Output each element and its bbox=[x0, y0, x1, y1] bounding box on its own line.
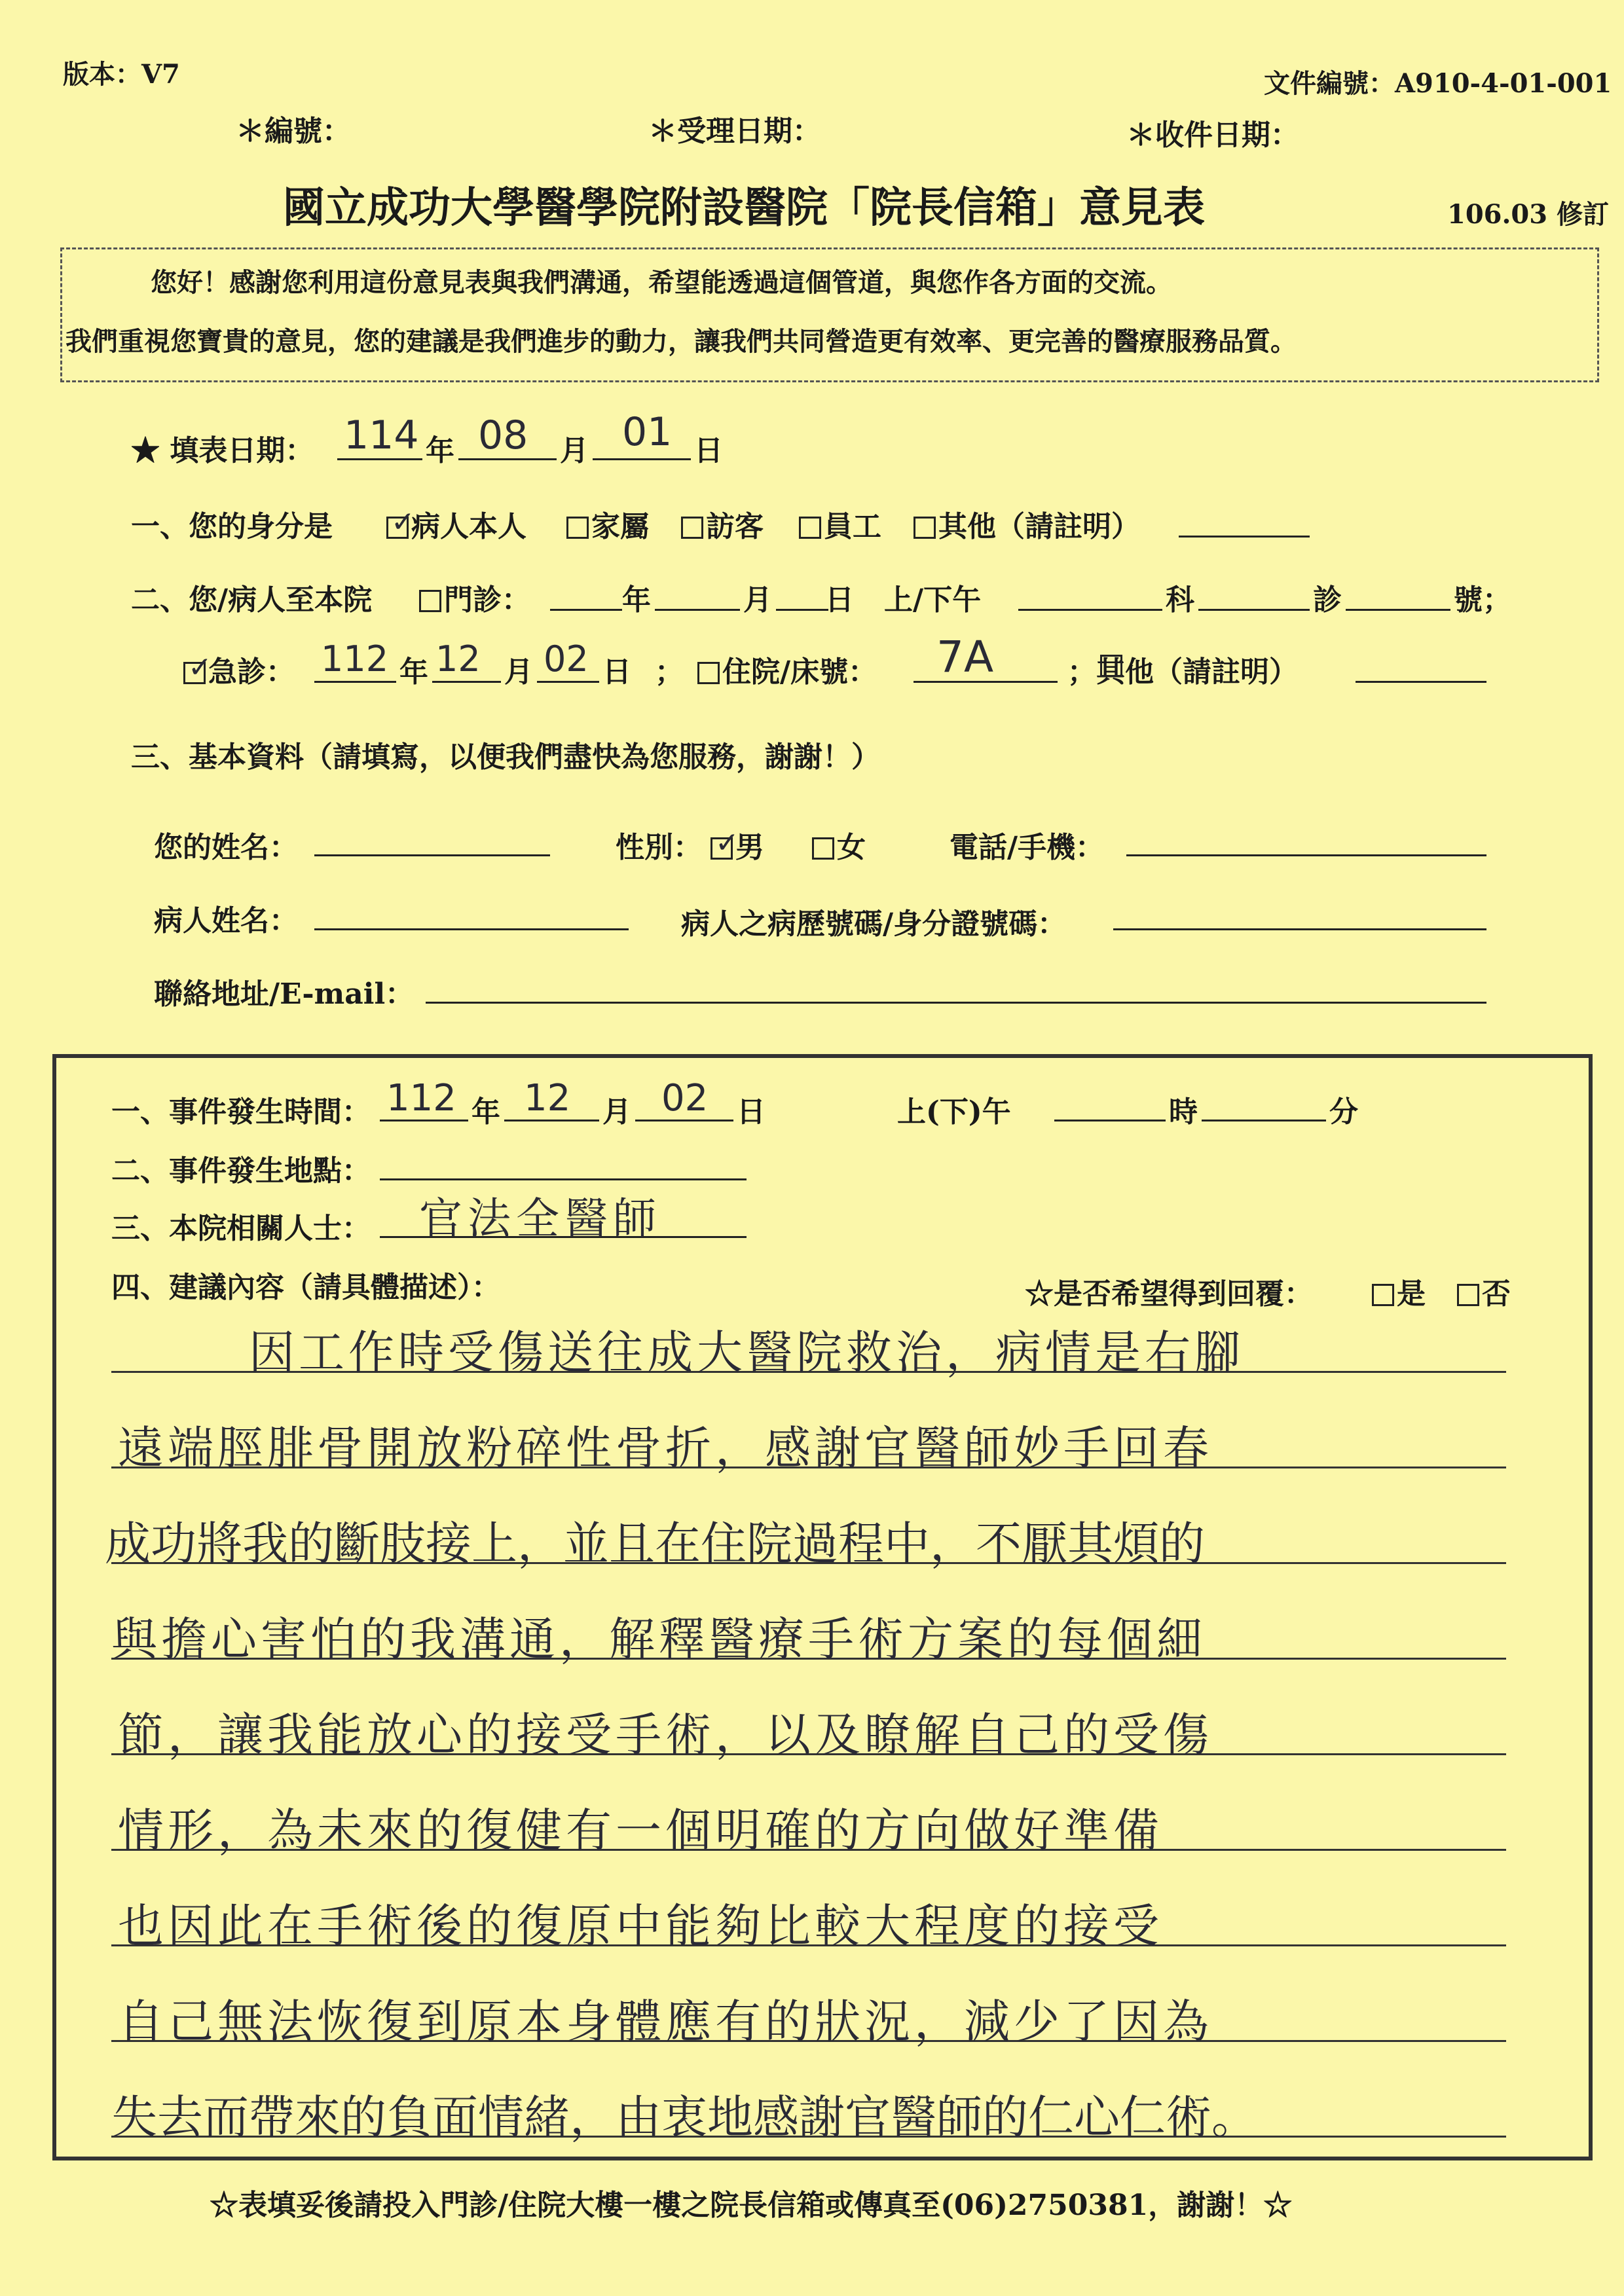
form-title: 國立成功大學醫學院附設醫院「院長信箱」意見表 bbox=[283, 183, 1205, 232]
inpatient-label: 住院/床號： bbox=[722, 655, 877, 689]
er-day-field[interactable] bbox=[537, 681, 599, 683]
visit-label: 二、您/病人至本院 bbox=[131, 583, 373, 617]
event-hour-field[interactable] bbox=[1054, 1120, 1166, 1121]
er-month-unit: 月 bbox=[504, 655, 533, 689]
outpatient-day-field[interactable] bbox=[776, 609, 828, 611]
outpatient-day-unit: 日 bbox=[825, 583, 854, 617]
identity-other-field[interactable] bbox=[1179, 536, 1310, 538]
outpatient-option[interactable] bbox=[419, 576, 530, 618]
visit-other-field[interactable] bbox=[1356, 681, 1486, 683]
outpatient-label: 門診： bbox=[444, 583, 530, 617]
reply-yes-checkbox[interactable] bbox=[1372, 1284, 1394, 1306]
document-number: 文件編號：A910-4-01-001 bbox=[1264, 68, 1612, 99]
semicolon: ； bbox=[655, 655, 684, 689]
letter-line-4: 與擔心害怕的我溝通，解釋醫療手術方案的每個細 bbox=[111, 1613, 1206, 1666]
er-year-unit: 年 bbox=[399, 655, 428, 689]
your-name-field[interactable] bbox=[314, 854, 550, 856]
event-hour-label: 時 bbox=[1169, 1095, 1198, 1129]
event-minute-label: 分 bbox=[1329, 1095, 1358, 1129]
event-place-field[interactable] bbox=[380, 1178, 747, 1180]
intro-line-1: 您好！感謝您利用這份意見表與我們溝通，希望能透過這個管道，與您作各方面的交流。 bbox=[151, 267, 1172, 298]
fill-date-label: ★ 填表日期： bbox=[131, 434, 314, 467]
male-label: 男 bbox=[735, 831, 764, 864]
day-unit: 日 bbox=[694, 434, 723, 467]
reply-yes-option[interactable] bbox=[1372, 1270, 1426, 1312]
er-month-field[interactable] bbox=[432, 681, 501, 683]
patient-name-field[interactable] bbox=[314, 928, 629, 930]
intro-line-2: 我們重視您寶貴的意見，您的建議是我們進步的動力，讓我們共同營造更有效率、更完善的醫療服務品質。 bbox=[65, 326, 1297, 357]
identity-option-label: 病人本人 bbox=[411, 510, 526, 543]
identity-option-label: 訪客 bbox=[706, 510, 764, 543]
letter-line-2: 遠端脛腓骨開放粉碎性骨折，感謝官醫師妙手回春 bbox=[118, 1421, 1213, 1475]
letter-line-3: 成功將我的斷肢接上，並且在住院過程中，不厭其煩的 bbox=[105, 1517, 1205, 1571]
identity-label: 一、您的身分是 bbox=[131, 510, 333, 543]
emergency-option[interactable] bbox=[183, 648, 295, 690]
outpatient-year-field[interactable] bbox=[550, 609, 622, 611]
family-checkbox[interactable] bbox=[566, 517, 589, 539]
gender-label: 性別： bbox=[616, 831, 702, 864]
fill-year-value: 114 bbox=[344, 412, 419, 458]
letter-line-9: 失去而帶來的負面情緒，由衷地感謝官醫師的仁心仁術。 bbox=[111, 2090, 1257, 2144]
reply-no-option[interactable] bbox=[1457, 1270, 1511, 1312]
identity-option-label: 員工 bbox=[824, 510, 881, 543]
event-place-label: 二、事件發生地點： bbox=[111, 1154, 371, 1188]
outpatient-ampm: 上/下午 bbox=[884, 583, 982, 617]
outpatient-clinic-field[interactable] bbox=[1198, 609, 1310, 611]
event-year-value: 112 bbox=[386, 1077, 456, 1120]
event-person-label: 三、本院相關人士： bbox=[111, 1212, 371, 1245]
outpatient-dept-field[interactable] bbox=[1018, 609, 1162, 611]
address-label: 聯絡地址/E-mail： bbox=[154, 977, 415, 1011]
receive-date-label: ＊收件日期： bbox=[1126, 118, 1299, 152]
year-unit: 年 bbox=[426, 434, 454, 467]
er-month-value: 12 bbox=[435, 638, 481, 680]
gender-female-option[interactable] bbox=[812, 824, 866, 866]
identity-option-staff[interactable] bbox=[799, 503, 881, 545]
outpatient-year-unit: 年 bbox=[622, 583, 651, 617]
content-label: 四、建議內容（請具體描述）： bbox=[111, 1271, 500, 1304]
your-name-label: 您的姓名： bbox=[154, 831, 298, 864]
event-person-value: 官法全醫師 bbox=[419, 1194, 661, 1244]
letter-line-6: 情形，為未來的復健有一個明確的方向做好準備 bbox=[118, 1804, 1163, 1857]
event-day-unit: 日 bbox=[737, 1095, 766, 1129]
reply-yes-label: 是 bbox=[1397, 1277, 1426, 1311]
event-minute-field[interactable] bbox=[1202, 1120, 1326, 1121]
event-year-unit: 年 bbox=[471, 1095, 500, 1129]
identity-option-visitor[interactable] bbox=[681, 503, 764, 545]
event-ampm: 上(下)午 bbox=[897, 1095, 1011, 1129]
serial-number-label: ＊編號： bbox=[236, 115, 351, 148]
female-checkbox[interactable] bbox=[812, 837, 834, 860]
phone-field[interactable] bbox=[1126, 854, 1486, 856]
fill-day-value: 01 bbox=[622, 409, 673, 455]
inpatient-checkbox[interactable] bbox=[697, 662, 720, 684]
clinic-label: 診 bbox=[1313, 583, 1342, 617]
letter-line-8: 自己無法恢復到原本身體應有的狀況，減少了因為 bbox=[118, 1995, 1213, 2049]
identity-option-patient[interactable] bbox=[386, 503, 526, 545]
other-checkbox[interactable] bbox=[913, 517, 936, 539]
number-label: 號； bbox=[1454, 583, 1511, 617]
outpatient-checkbox[interactable] bbox=[419, 590, 441, 612]
gender-male-option[interactable] bbox=[710, 824, 764, 866]
reply-no-checkbox[interactable] bbox=[1457, 1284, 1479, 1306]
revision-label: 106.03 修訂 bbox=[1447, 199, 1610, 230]
reply-no-label: 否 bbox=[1482, 1277, 1511, 1311]
outpatient-number-field[interactable] bbox=[1346, 609, 1450, 611]
event-day-value: 02 bbox=[661, 1077, 709, 1120]
record-number-field[interactable] bbox=[1113, 928, 1486, 930]
identity-option-label: 其他（請註明） bbox=[938, 510, 1140, 543]
event-month-unit: 月 bbox=[602, 1095, 631, 1129]
emergency-checkbox[interactable] bbox=[183, 651, 212, 684]
check-mark-icon: ✓ bbox=[715, 826, 739, 860]
outpatient-month-field[interactable] bbox=[655, 609, 740, 611]
bed-number-value: 7A bbox=[936, 632, 994, 682]
fill-month-value: 08 bbox=[478, 412, 528, 458]
male-checkbox[interactable] bbox=[710, 826, 739, 860]
footer-note: ☆表填妥後請投入門診/住院大樓一樓之院長信箱或傳真至(06)2750381，謝謝！☆ bbox=[210, 2189, 1293, 2222]
inpatient-option[interactable] bbox=[697, 648, 877, 690]
dept-label: 科 bbox=[1166, 583, 1194, 617]
check-mark-icon: ✓ bbox=[188, 651, 212, 684]
accept-date-label: ＊受理日期： bbox=[648, 115, 821, 148]
visit-other-checkbox[interactable] bbox=[1100, 655, 1122, 677]
fill-day-field[interactable] bbox=[593, 458, 691, 460]
event-time-label: 一、事件發生時間： bbox=[111, 1095, 371, 1129]
identity-option-other[interactable] bbox=[913, 503, 1140, 545]
outpatient-month-unit: 月 bbox=[743, 583, 772, 617]
event-month-field[interactable] bbox=[504, 1120, 599, 1121]
check-mark-icon: ✓ bbox=[391, 505, 415, 539]
letter-line-7: 也因此在手術後的復原中能夠比較大程度的接受 bbox=[118, 1899, 1163, 1953]
er-day-unit: 日 bbox=[602, 655, 631, 689]
er-year-value: 112 bbox=[321, 638, 389, 680]
visitor-checkbox[interactable] bbox=[681, 517, 703, 539]
emergency-label: 急診： bbox=[208, 655, 295, 689]
month-unit: 月 bbox=[560, 434, 589, 467]
patient-name-label: 病人姓名： bbox=[154, 904, 298, 938]
address-field[interactable] bbox=[426, 1002, 1486, 1004]
event-year-field[interactable] bbox=[380, 1120, 468, 1121]
identity-option-label: 家屬 bbox=[591, 510, 649, 543]
phone-label: 電話/手機： bbox=[950, 831, 1105, 864]
version-label: 版本：V7 bbox=[63, 59, 180, 90]
reply-label: ☆是否希望得到回覆： bbox=[1025, 1277, 1313, 1311]
visit-other-label: ；其他（請註明） bbox=[1067, 655, 1298, 689]
fill-year-field[interactable] bbox=[337, 458, 422, 460]
identity-option-family[interactable] bbox=[566, 503, 649, 545]
event-month-value: 12 bbox=[524, 1077, 571, 1120]
er-year-field[interactable] bbox=[314, 681, 396, 683]
female-label: 女 bbox=[837, 831, 866, 864]
event-day-field[interactable] bbox=[635, 1120, 733, 1121]
fill-month-field[interactable] bbox=[458, 458, 557, 460]
er-day-value: 02 bbox=[544, 638, 589, 680]
letter-line-5: 節，讓我能放心的接受手術，以及瞭解自己的受傷 bbox=[118, 1708, 1213, 1762]
letter-line-1: 因工作時受傷送往成大醫院救治，病情是右腳 bbox=[249, 1326, 1244, 1379]
staff-checkbox[interactable] bbox=[799, 517, 821, 539]
patient-checkbox[interactable] bbox=[386, 505, 415, 539]
basic-info-label: 三、基本資料（請填寫，以便我們盡快為您服務，謝謝！） bbox=[131, 740, 880, 774]
record-number-label: 病人之病歷號碼/身分證號碼： bbox=[681, 907, 1067, 941]
